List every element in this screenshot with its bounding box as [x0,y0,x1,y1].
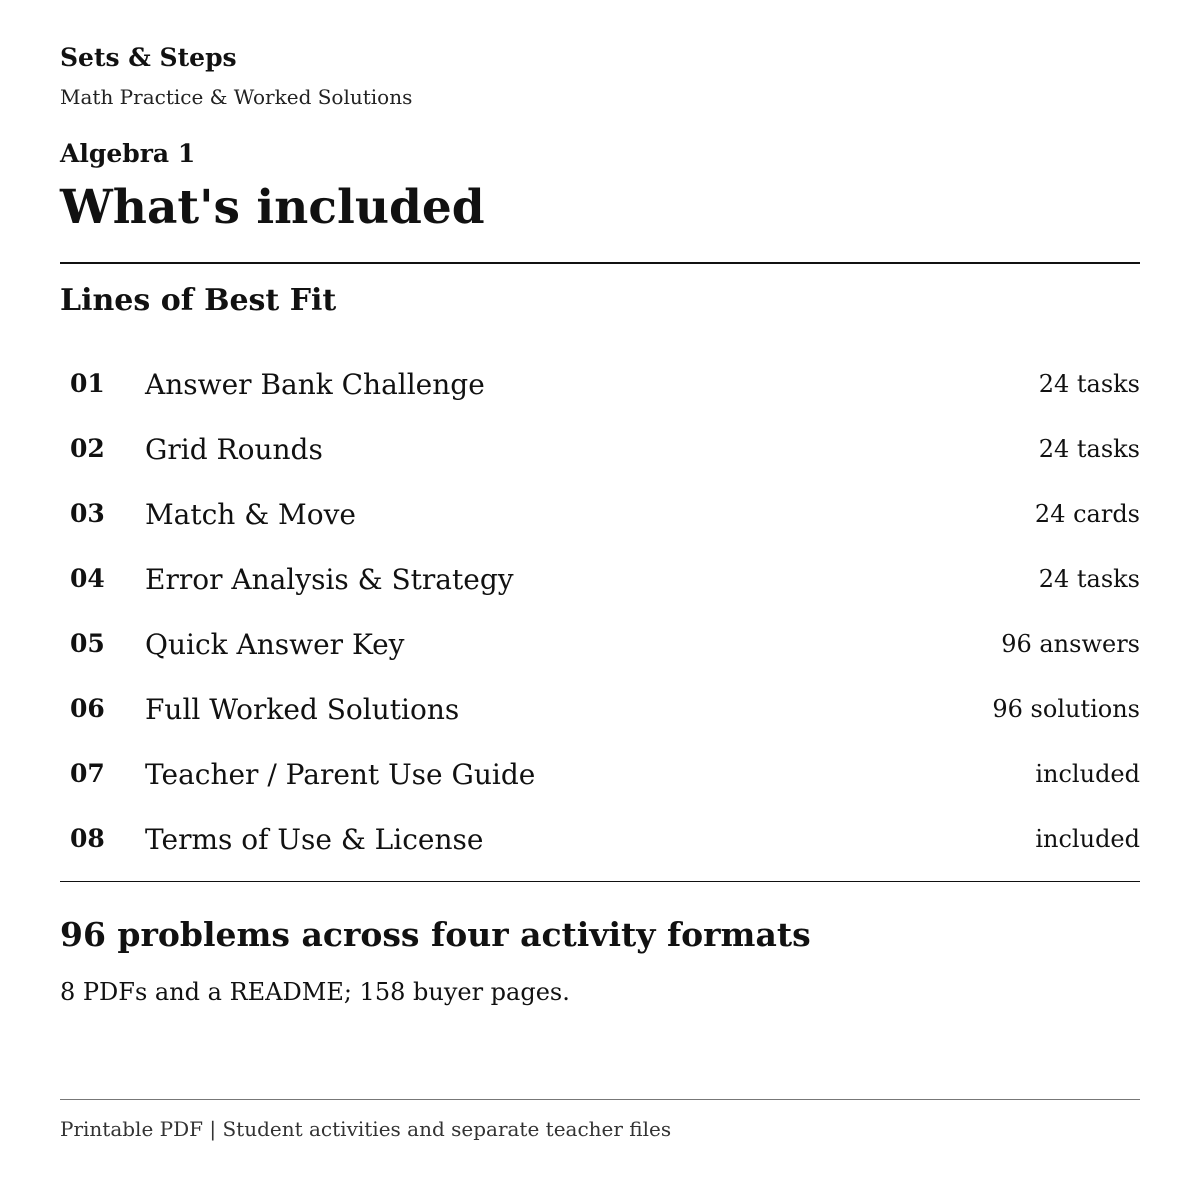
item-label: Grid Rounds [145,433,323,466]
contents-list [60,352,1140,872]
list-item [60,742,1140,807]
page-title: What's included [60,180,485,235]
list-divider [60,881,1140,882]
item-number: 07 [70,759,105,788]
list-item [60,677,1140,742]
footer-divider [60,1099,1140,1100]
list-item [60,612,1140,677]
item-number: 05 [70,629,105,658]
list-item [60,417,1140,482]
item-label: Answer Bank Challenge [145,368,485,401]
item-number: 04 [70,564,105,593]
item-count: 96 answers [1001,630,1140,658]
subject-label: Algebra 1 [60,139,196,168]
list-item [60,352,1140,417]
item-number: 03 [70,499,105,528]
summary-headline: 96 problems across four activity formats [60,915,811,954]
item-number: 02 [70,434,105,463]
section-title: Lines of Best Fit [60,283,337,318]
item-label: Terms of Use & License [145,823,484,856]
item-number: 01 [70,369,105,398]
title-divider [60,262,1140,264]
list-item [60,547,1140,612]
footer-text: Printable PDF | Student activities and separate teacher files [60,1117,672,1141]
list-item [60,482,1140,547]
item-count: 96 solutions [992,695,1140,723]
item-label: Quick Answer Key [145,628,405,661]
item-count: 24 tasks [1038,565,1140,593]
list-item [60,807,1140,872]
item-label: Teacher / Parent Use Guide [145,758,536,791]
item-label: Match & Move [145,498,356,531]
summary-detail: 8 PDFs and a README; 158 buyer pages. [60,978,570,1006]
item-count: included [1035,760,1140,788]
item-number: 08 [70,824,105,853]
brand-tagline: Math Practice & Worked Solutions [60,85,413,109]
item-count: 24 tasks [1038,435,1140,463]
item-label: Full Worked Solutions [145,693,460,726]
item-label: Error Analysis & Strategy [145,563,514,596]
item-count: included [1035,825,1140,853]
item-count: 24 cards [1034,500,1140,528]
item-count: 24 tasks [1038,370,1140,398]
brand-name: Sets & Steps [60,43,237,72]
item-number: 06 [70,694,105,723]
